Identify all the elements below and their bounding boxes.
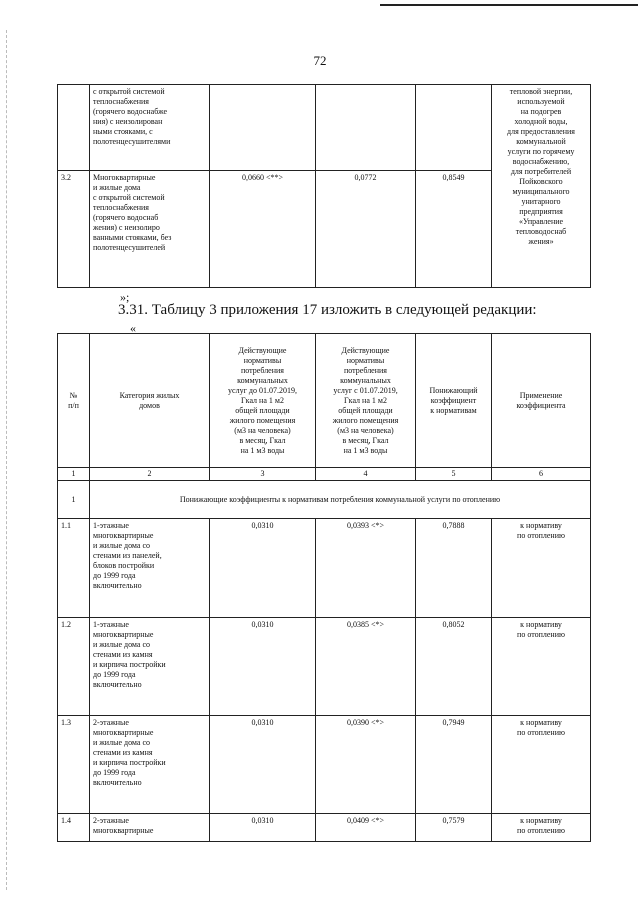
- header-norm-before: Действующие нормативы потребления коммунальных услуг до 01.07.2019, Гкал на 1 м2 общей площади жилого помещения (м3 на человека) в месяц, Гкал на 1 м3 воды: [210, 334, 316, 468]
- housing-category: Многоквартирные и жилые дома с открытой системой теплоснабжения (горячего водоснаб жения) с неизолиро ванными стояками, без полотенцесушителей: [90, 171, 210, 288]
- coefficient-application: к нормативу по отоплению: [492, 618, 591, 716]
- header-application: Применение коэффициента: [492, 334, 591, 468]
- norm-after: [316, 85, 416, 171]
- row-number: 1.4: [58, 814, 90, 842]
- coefficient: 0,7888: [416, 519, 492, 618]
- norm-after: 0,0409 <*>: [316, 814, 416, 842]
- closing-quote: »;: [120, 290, 130, 304]
- housing-category: 2-этажные многоквартирные: [90, 814, 210, 842]
- coefficient-application: к нормативу по отоплению: [492, 716, 591, 814]
- housing-category: с открытой системой теплоснабжения (горячего водоснабже ния) с неизолирован ными стояками, с полотенцесушителями: [90, 85, 210, 171]
- section-title: Понижающие коэффициенты к нормативам потребления коммунальной услуги по отоплению: [90, 481, 591, 519]
- row-number: 3.2: [58, 171, 90, 288]
- norm-after: 0,0385 <*>: [316, 618, 416, 716]
- section-number: 1: [58, 481, 90, 519]
- scan-artifact-edge: [6, 30, 7, 890]
- continuation-table: [57, 84, 591, 288]
- section-row: [58, 481, 591, 519]
- norm-after: 0,0393 <*>: [316, 519, 416, 618]
- table-row: [58, 716, 591, 814]
- norm-before: 0,0310: [210, 618, 316, 716]
- norm-before: 0,0660 <**>: [210, 171, 316, 288]
- column-number-row: [58, 468, 591, 481]
- column-number: 3: [210, 468, 316, 481]
- opening-quote: «: [130, 321, 136, 335]
- header-category: Категория жилых домов: [90, 334, 210, 468]
- header-number: № п/п: [58, 334, 90, 468]
- amendment-paragraph: 3.31. Таблицу 3 приложения 17 изложить в следующей редакции:: [118, 302, 537, 318]
- column-number: 6: [492, 468, 591, 481]
- column-number: 1: [58, 468, 90, 481]
- norm-after: 0,0772: [316, 171, 416, 288]
- table-row: [58, 85, 591, 171]
- coefficient: 0,8052: [416, 618, 492, 716]
- row-number: 1.3: [58, 716, 90, 814]
- norm-before: 0,0310: [210, 716, 316, 814]
- table-header-row: [58, 334, 591, 468]
- coefficient: 0,7949: [416, 716, 492, 814]
- housing-category: 1-этажные многоквартирные и жилые дома со стенами из панелей, блоков постройки до 1999 года включительно: [90, 519, 210, 618]
- coefficient: 0,8549: [416, 171, 492, 288]
- row-number: 1.1: [58, 519, 90, 618]
- housing-category: 1-этажные многоквартирные и жилые дома со стенами из камня и кирпича постройки до 1999 года включительно: [90, 618, 210, 716]
- norm-after: 0,0390 <*>: [316, 716, 416, 814]
- norm-before: 0,0310: [210, 519, 316, 618]
- table-row: [58, 519, 591, 618]
- page-number: 72: [313, 53, 327, 68]
- table-row: [58, 618, 591, 716]
- scan-artifact-line: [380, 4, 638, 6]
- coefficient: 0,7579: [416, 814, 492, 842]
- coefficients-table: [57, 333, 591, 842]
- row-number: 1.2: [58, 618, 90, 716]
- coefficient-application: к нормативу по отоплению: [492, 814, 591, 842]
- header-coefficient: Понижающий коэффициент к нормативам: [416, 334, 492, 468]
- norm-before: [210, 85, 316, 171]
- norm-before: 0,0310: [210, 814, 316, 842]
- coefficient: [416, 85, 492, 171]
- housing-category: 2-этажные многоквартирные и жилые дома со стенами из камня и кирпича постройки до 1999 года включительно: [90, 716, 210, 814]
- column-number: 2: [90, 468, 210, 481]
- table-row: [58, 814, 591, 842]
- column-number: 4: [316, 468, 416, 481]
- row-number: [58, 85, 90, 171]
- header-norm-after: Действующие нормативы потребления коммунальных услуг с 01.07.2019, Гкал на 1 м2 общей площади жилого помещения (м3 на человека) в месяц, Гкал на 1 м3 воды: [316, 334, 416, 468]
- coefficient-application: тепловой энергии, используемой на подогрев холодной воды, для предоставления коммунальной услуги по горячему водоснабжению, для потребителей Пойковского муниципального унитарного предприятия «Управление тепловодоснаб жения»: [492, 85, 591, 288]
- coefficient-application: к нормативу по отоплению: [492, 519, 591, 618]
- column-number: 5: [416, 468, 492, 481]
